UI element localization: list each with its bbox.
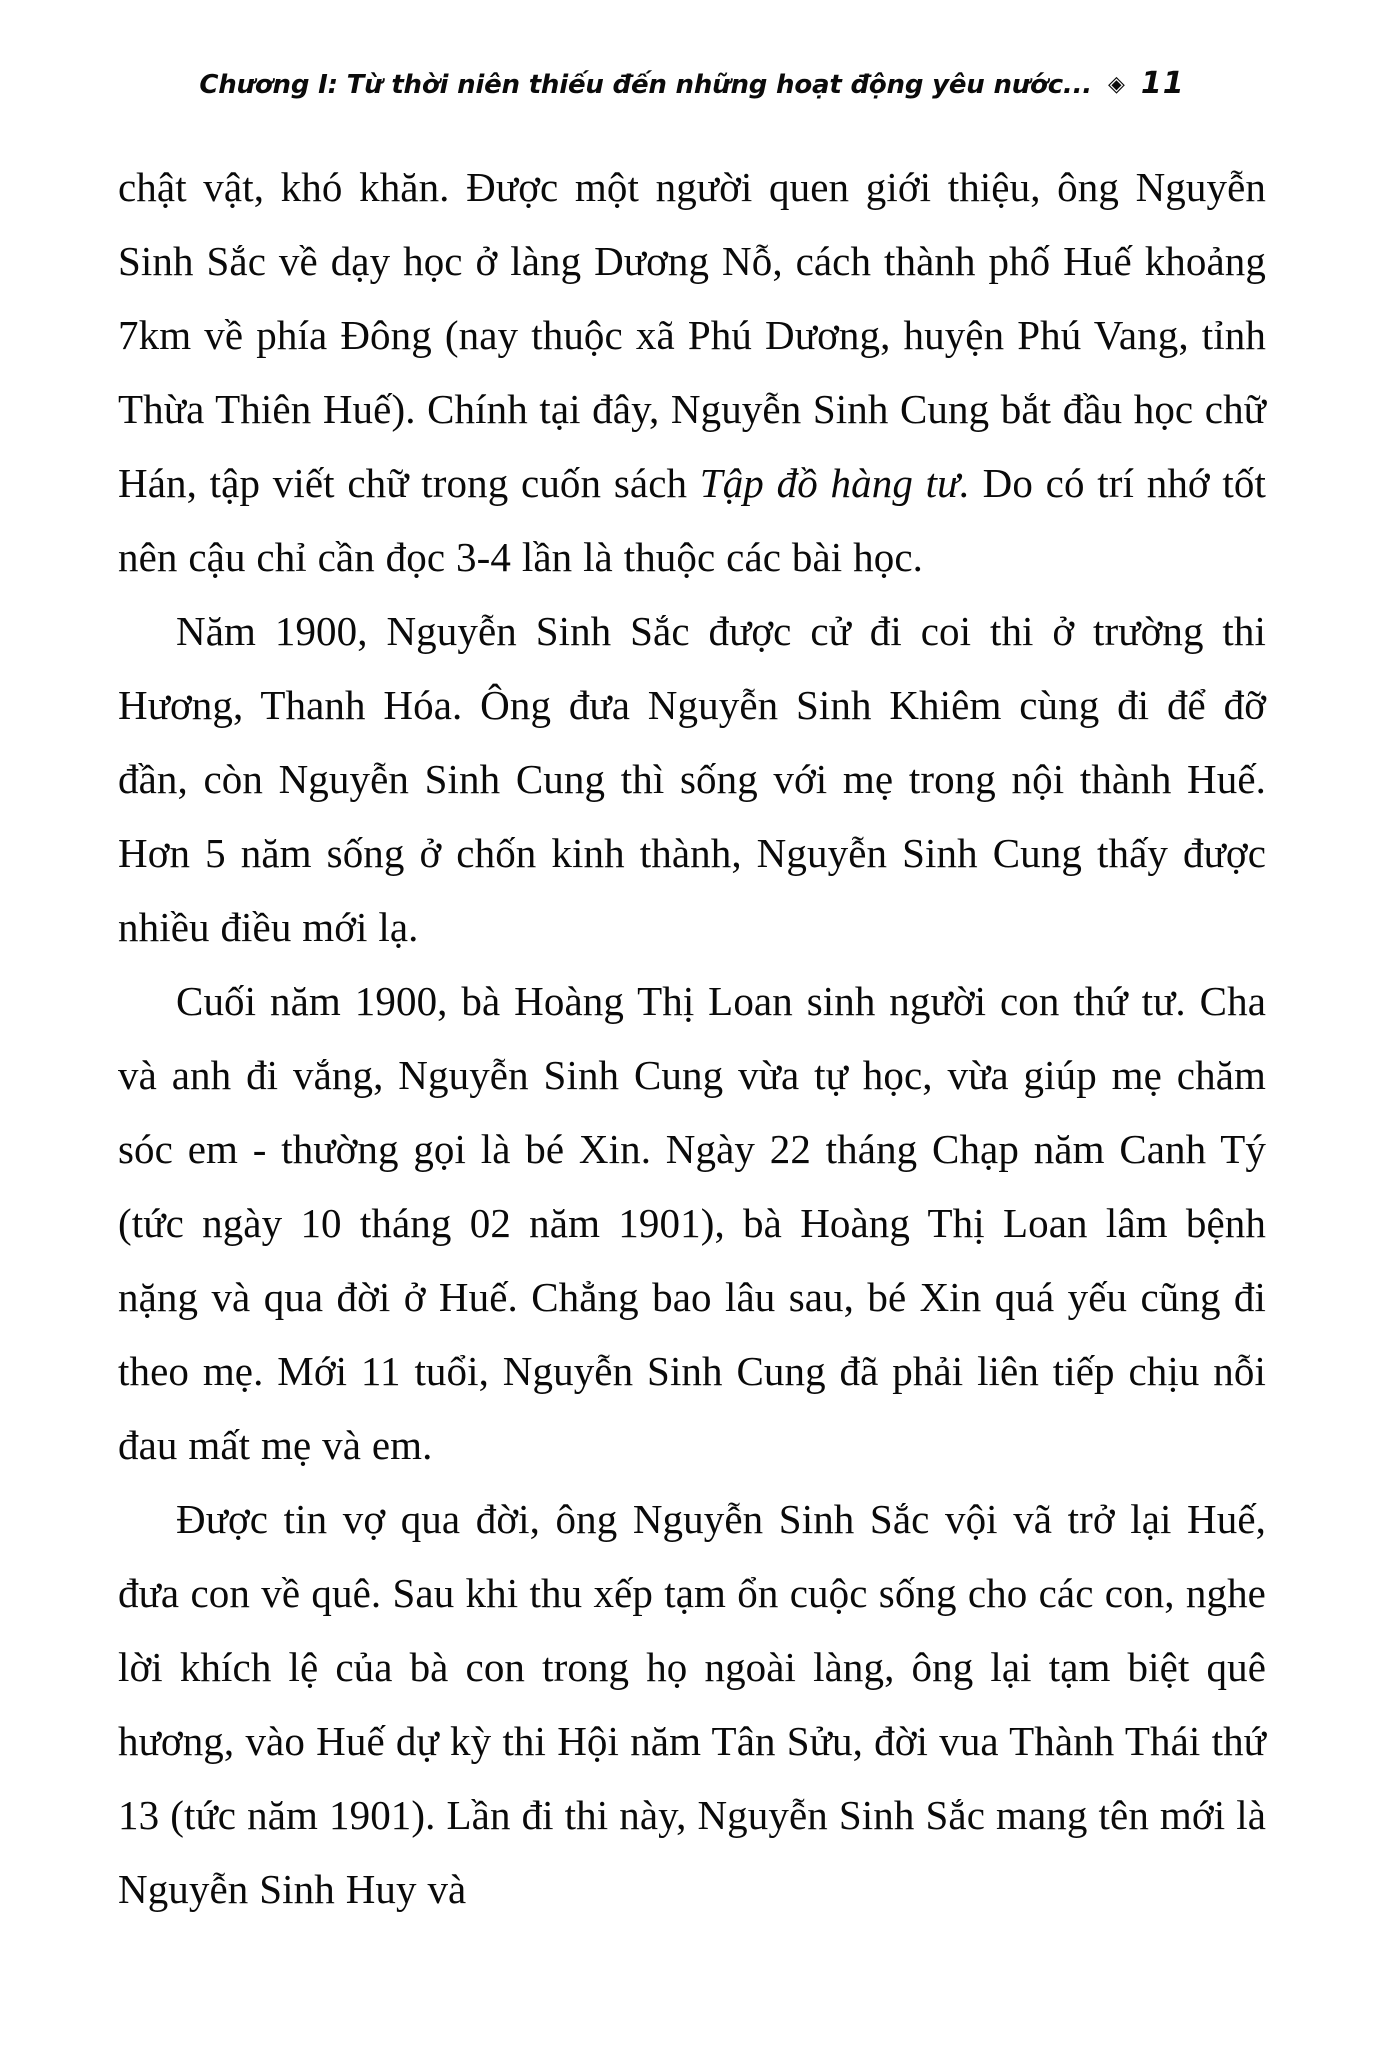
text-run: Cuối năm 1900, bà Hoàng Thị Loan sinh người con thứ tư. Cha và anh đi vắng, Nguyễn Sinh Cung vừa tự học, vừa giúp mẹ chăm sóc em - thường gọi là bé Xin. Ngày 22 tháng Chạp năm Canh Tý (tức ngày 10 tháng 02 năm 1901), bà Hoàng Thị Loan lâm bệnh nặng và qua đời ở Huế. Chẳng bao lâu sau, bé Xin quá yếu cũng đi theo mẹ. Mới 11 tuổi, Nguyễn Sinh Cung đã phải liên tiếp chịu nỗi đau mất mẹ và em.: [118, 978, 1266, 1468]
paragraph: [118, 964, 1266, 1482]
paragraph: [118, 594, 1266, 964]
text-run: Năm 1900, Nguyễn Sinh Sắc được cử đi coi thi ở trường thi Hương, Thanh Hóa. Ông đưa Nguyễn Sinh Khiêm cùng đi để đỡ đần, còn Nguyễn Sinh Cung thì sống với mẹ trong nội thành Huế. Hơn 5 năm sống ở chốn kinh thành, Nguyễn Sinh Cung thấy được nhiều điều mới lạ.: [118, 608, 1266, 950]
body-text-block: [118, 150, 1266, 1926]
diamond-ornament-icon: ◈: [1107, 71, 1125, 96]
text-run: Được tin vợ qua đời, ông Nguyễn Sinh Sắc vội vã trở lại Huế, đưa con về quê. Sau khi thu xếp tạm ổn cuộc sống cho các con, nghe lời khích lệ của bà con trong họ ngoài làng, ông lại tạm biệt quê hương, vào Huế dự kỳ thi Hội năm Tân Sửu, đời vua Thành Thái thứ 13 (tức năm 1901). Lần đi thi này, Nguyễn Sinh Sắc mang tên mới là Nguyễn Sinh Huy và: [118, 1496, 1266, 1912]
paragraph: [118, 150, 1266, 594]
book-title-italic: Tập đồ hàng tư.: [699, 460, 970, 506]
text-run: Do có trí nhớ tốt nên cậu chỉ cần đọc 3-4 lần là thuộc các bài học.: [118, 460, 1266, 580]
text-run: chật vật, khó khăn. Được một người quen giới thiệu, ông Nguyễn Sinh Sắc về dạy học ở làng Dương Nỗ, cách thành phố Huế khoảng 7km về phía Đông (nay thuộc xã Phú Dương, huyện Phú Vang, tỉnh Thừa Thiên Huế). Chính tại đây, Nguyễn Sinh Cung bắt đầu học chữ Hán, tập viết chữ trong cuốn sách: [118, 164, 1266, 506]
page-number: 11: [1140, 66, 1185, 101]
running-head: [0, 66, 1384, 101]
paragraph: [118, 1482, 1266, 1926]
running-head-chapter-title: Chương I: Từ thời niên thiếu đến những hoạt động yêu nước...: [199, 70, 1092, 100]
